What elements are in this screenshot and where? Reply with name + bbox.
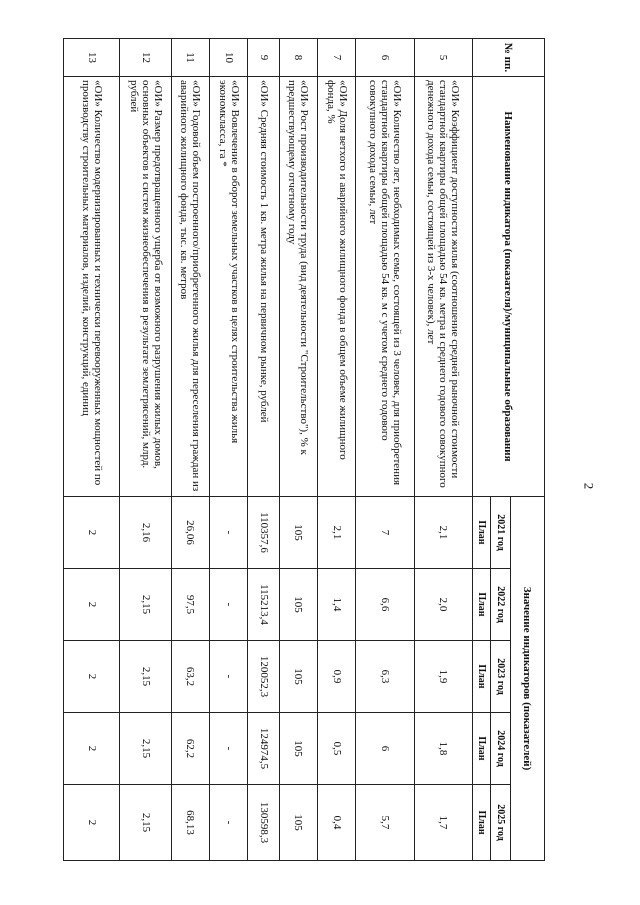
- indicator-value: 7: [356, 497, 414, 569]
- indicator-name: «ОИ» Доля ветхого и аварийного жилищного фонда в общем объеме жилищного фонда, %: [317, 77, 355, 497]
- indicator-value: -: [210, 497, 248, 569]
- header-year-3: 2024 год: [491, 713, 511, 785]
- indicators-table: [63, 38, 545, 861]
- row-number: 9: [248, 39, 279, 77]
- indicator-value: 2: [64, 785, 120, 861]
- indicator-value: -: [210, 641, 248, 713]
- header-plan-0: План: [473, 497, 491, 569]
- indicator-name: «ОИ» Количество модернизированных и технически перевооруженных мощностей по производству строительных материалов, изделий, конструкций, единиц: [64, 77, 120, 497]
- indicator-value: -: [210, 569, 248, 641]
- indicator-value: 2: [64, 569, 120, 641]
- indicator-name: «ОИ» Годовой объем построенного/приобретенного жилья для переселения граждан из аварийного жилищного фонда, тыс. кв. метров: [171, 77, 209, 497]
- header-year-2: 2023 год: [491, 641, 511, 713]
- indicator-name: «ОИ» Размер предотвращенного ущерба от возможного разрушения жилых домов, основных объектов и систем жизнеобеспечения в результате землетрясений, млрд. рублей: [120, 77, 172, 497]
- indicator-value: 68,13: [171, 785, 209, 861]
- indicator-value: 2,15: [120, 569, 172, 641]
- page-number: 2: [581, 482, 597, 490]
- table-row: [120, 39, 172, 861]
- indicator-value: 2,0: [414, 569, 472, 641]
- indicator-value: 6: [356, 713, 414, 785]
- header-values: Значение индикаторов (показателей): [511, 497, 545, 861]
- indicator-value: 97,5: [171, 569, 209, 641]
- rotated-table-wrapper: [63, 38, 545, 860]
- indicator-value: 2: [64, 713, 120, 785]
- table-row: [210, 39, 248, 861]
- indicator-value: 115213,4: [248, 569, 279, 641]
- table-row: [171, 39, 209, 861]
- indicator-value: 5,7: [356, 785, 414, 861]
- indicator-value: 1,4: [317, 569, 355, 641]
- indicator-value: 0,5: [317, 713, 355, 785]
- indicator-value: 105: [279, 785, 317, 861]
- row-number: 12: [120, 39, 172, 77]
- header-indicator-name: Наименование индикатора (показателя)/муниципальные образования: [473, 77, 545, 497]
- table-row: [279, 39, 317, 861]
- indicator-value: 6,3: [356, 641, 414, 713]
- header-plan-3: План: [473, 713, 491, 785]
- header-plan-1: План: [473, 569, 491, 641]
- indicator-name: «ОИ» Рост производительности труда (вид деятельности "Строительство"), % к предшествующему отчетному году: [279, 77, 317, 497]
- indicator-value: 63,2: [171, 641, 209, 713]
- header-plan-2: План: [473, 641, 491, 713]
- header-year-1: 2022 год: [491, 569, 511, 641]
- indicator-value: 2,16: [120, 497, 172, 569]
- table-row: [414, 39, 472, 861]
- indicator-value: 130598,3: [248, 785, 279, 861]
- header-year-4: 2025 год: [491, 785, 511, 861]
- indicator-value: 2,1: [414, 497, 472, 569]
- indicator-value: 1,7: [414, 785, 472, 861]
- indicator-value: 120052,3: [248, 641, 279, 713]
- indicator-value: 2: [64, 497, 120, 569]
- indicator-name: «ОИ» Количество лет, необходимых семье, состоящей из 3 человек, для приобретения стандартной квартиры общей площадью 54 кв. м с учетом среднего годового совокупного дохода семьи, лет: [356, 77, 414, 497]
- row-number: 7: [317, 39, 355, 77]
- table-row: [64, 39, 120, 861]
- table-row: [248, 39, 279, 861]
- indicator-value: 1,8: [414, 713, 472, 785]
- row-number: 5: [414, 39, 472, 77]
- header-plan-4: План: [473, 785, 491, 861]
- indicator-value: 1,9: [414, 641, 472, 713]
- row-number: 11: [171, 39, 209, 77]
- indicator-value: 2: [64, 641, 120, 713]
- indicator-value: 6,6: [356, 569, 414, 641]
- indicator-value: -: [210, 713, 248, 785]
- header-year-0: 2021 год: [491, 497, 511, 569]
- indicator-value: 105: [279, 641, 317, 713]
- header-number: № пп.: [473, 39, 545, 77]
- indicator-value: 26,06: [171, 497, 209, 569]
- row-number: 8: [279, 39, 317, 77]
- row-number: 10: [210, 39, 248, 77]
- indicator-value: 0,9: [317, 641, 355, 713]
- indicator-name: «ОИ» Средняя стоимость 1 кв. метра жилья на первичном рынке, рублей: [248, 77, 279, 497]
- indicator-value: 105: [279, 569, 317, 641]
- indicator-name: «ОИ» Коэффициент доступности жилья (соотношение средней рыночной стоимости стандартной квартиры общей площадью 54 кв. метра и среднего годового совокупного денежного дохода семьи, состоящей из 3-х человек), лет: [414, 77, 472, 497]
- indicator-value: 2,15: [120, 785, 172, 861]
- table-row: [356, 39, 414, 861]
- indicator-name: «ОИ» Вовлечение в оборот земельных участков в целях строительства жилья экономкласса, га *: [210, 77, 248, 497]
- indicator-value: 0,4: [317, 785, 355, 861]
- indicator-value: 105: [279, 713, 317, 785]
- indicator-value: 2,1: [317, 497, 355, 569]
- row-number: 6: [356, 39, 414, 77]
- indicator-value: 62,2: [171, 713, 209, 785]
- indicator-value: 124974,5: [248, 713, 279, 785]
- indicator-value: -: [210, 785, 248, 861]
- indicator-value: 2,15: [120, 641, 172, 713]
- indicator-value: 110357,6: [248, 497, 279, 569]
- row-number: 13: [64, 39, 120, 77]
- indicator-value: 2,15: [120, 713, 172, 785]
- indicator-value: 105: [279, 497, 317, 569]
- table-row: [317, 39, 355, 861]
